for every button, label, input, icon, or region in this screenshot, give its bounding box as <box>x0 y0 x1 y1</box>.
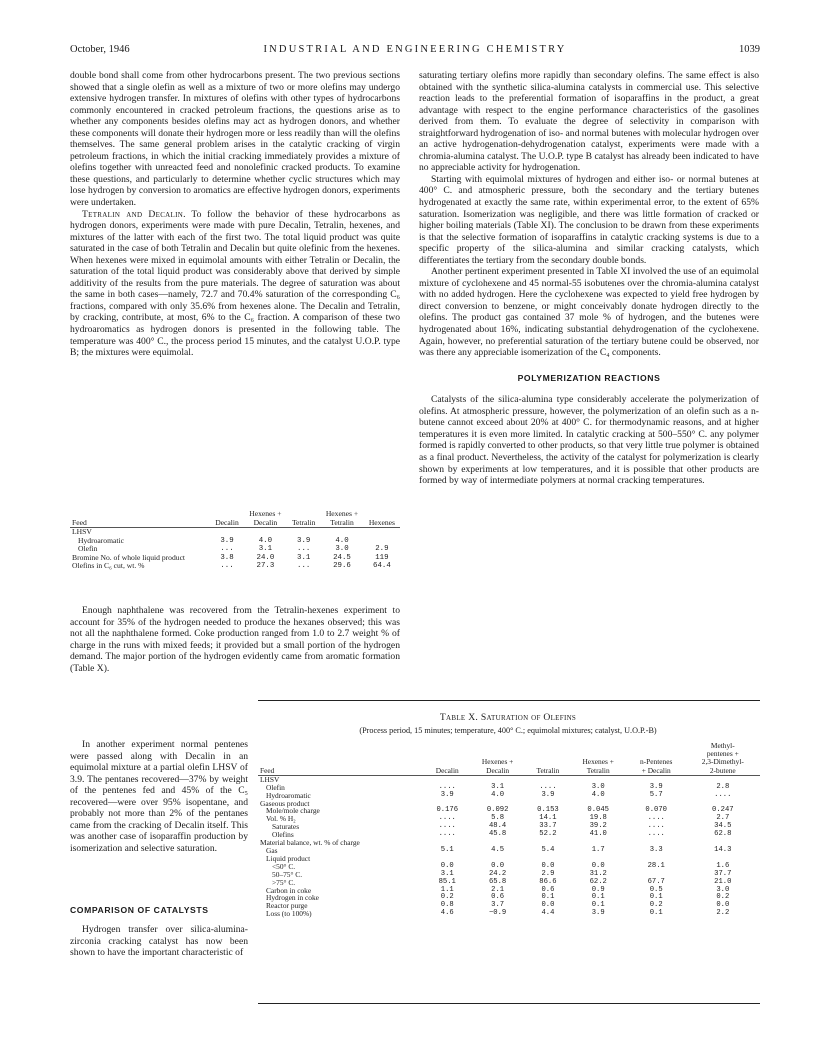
hydrogen-donor-table-cell: 3.0 <box>335 545 349 554</box>
table-x-cell: 4.0 <box>491 790 505 799</box>
right-paragraph-2: Starting with equimolal mixtures of hydrogen and either iso- or normal butenes at 400° C. and atmospheric pressure, both the secondary and the tertiary butenes hydrogenated at exactly the same rate, within experimental error, to the extent of 65% saturation. Isomerization was negligible, and there was little formation of cracked or higher boiling materials (Table XI). The conclusion to be drawn from these experiments is that the selective formation of isoparaffins in catalytic cracking systems is due to a specific property of the silica-alumina and similar cracking catalysts, which differentiates the tertiary from the secondary double bonds. <box>419 173 759 266</box>
table-x-row <box>258 784 760 792</box>
table-x-row-label: Gaseous product <box>260 798 310 808</box>
table-x-cell: 85.1 <box>438 877 456 886</box>
table-x-cell: 0.1 <box>591 893 605 902</box>
table-x-cell: 3.9 <box>541 790 555 799</box>
table-x-cell: 3.1 <box>491 782 505 791</box>
left-paragraph-1: double bond shall come from other hydrocarbons present. The two previous sections showed that a single olefin as well as a mixture of two or more olefins may undergo extensive hydrogen transfer. In mixtures of olefins with other types of hydrocarbons commonly encountered in cracked petroleum fractions, the questions arise as to whether any components besides olefins may act as hydrogen donors, and whether these components will donate their hydrogen more or less readily than will the olefins themselves. The same general problem arises in the catalytic cracking of virgin petroleum fractions, in which the initial cracking immediately provides a mixture of olefins together with unreacted feed and nonolefinic cracked products. To examine these questions, and particularly to determine whether cyclic structures which may lose hydrogen by conversion to aromatics are effective hydrogen donors, experiments were undertaken. <box>70 70 400 209</box>
table-x-header-6: Methyl- pentenes + 2,3-Dimethyl- 2-butene <box>701 741 744 775</box>
comparison-of-catalysts-heading: COMPARISON OF CATALYSTS <box>70 905 209 915</box>
table-x-header-2: Hexenes + Decalin <box>481 757 514 775</box>
comparison-of-catalysts-heading-wrap <box>70 905 248 915</box>
table-x-header-0: Feed <box>260 765 275 775</box>
table-x-cell: .... <box>438 782 456 791</box>
table-x-cell: 0.070 <box>645 806 667 815</box>
hydrogen-donor-table-cell: 24.0 <box>256 553 275 562</box>
table-x-row <box>258 800 760 808</box>
hydrogen-donor-table-cell: 27.3 <box>256 562 275 571</box>
table-x-row-label: <50° C. <box>272 861 296 871</box>
table-x-cell: 52.2 <box>539 830 557 839</box>
table-x-cell: 3.9 <box>649 782 663 791</box>
table-x-cell: 28.1 <box>647 861 665 870</box>
table-x-title <box>258 712 758 723</box>
table-x-cell: 14.3 <box>714 845 732 854</box>
hydrogen-donor-table-row <box>70 537 400 546</box>
hydrogen-donor-table-row-label: Olefin <box>78 544 98 554</box>
hydrogen-donor-table-header-5: Hexenes <box>368 517 395 527</box>
hydrogen-donor-table-header-0: Feed <box>72 517 87 527</box>
table-x-cell: 3.0 <box>591 782 605 791</box>
hydrogen-donor-table-row <box>70 562 400 571</box>
table-x-cell: 21.0 <box>714 877 732 886</box>
table-x-cell: 0.5 <box>649 885 663 894</box>
hydrogen-donor-table-cell <box>364 528 400 537</box>
hydrogen-donor-table-cell <box>287 528 320 537</box>
journal-title: INDUSTRIAL AND ENGINEERING CHEMISTRY <box>263 44 567 55</box>
left-column-lower <box>70 605 400 674</box>
table-x-cell: 0.0 <box>541 901 555 910</box>
table-x-cell: 4.5 <box>491 845 505 854</box>
table-x-row <box>258 871 760 879</box>
table-x-cell: 2.2 <box>716 909 730 918</box>
table-x-cell: 3.1 <box>440 869 454 878</box>
table-x-cell: 39.2 <box>589 822 607 831</box>
table-x-cell: .... <box>438 822 456 831</box>
table-x-row <box>258 879 760 887</box>
table-x-cell: 0.153 <box>537 806 559 815</box>
table-x-cell: 5.7 <box>649 790 663 799</box>
table-x-row-label: Olefins <box>272 830 294 840</box>
table-x-cell: 37.7 <box>714 869 732 878</box>
left-paragraph-2 <box>70 209 400 359</box>
hydrogen-donor-table-header-2: Hexenes + Decalin <box>249 509 282 527</box>
table-x-cell: 1.6 <box>716 861 730 870</box>
table-x-row-label: Hydrogen in coke <box>266 893 319 903</box>
hydrogen-donor-table-header-3: Tetralin <box>291 517 316 527</box>
table-x-row-label: Liquid product <box>266 853 311 863</box>
table-x-cell: 67.7 <box>647 877 665 886</box>
table-x-cell: 0.0 <box>591 861 605 870</box>
hydrogen-donor-table-cell: ... <box>220 562 234 571</box>
table-x-cell: .... <box>647 822 665 831</box>
table-x-row <box>258 839 760 847</box>
table-x-saturation-of-olefins <box>258 742 760 918</box>
table-x-cell: −0.9 <box>488 909 507 918</box>
table-x-cell: .... <box>438 814 456 823</box>
table-x-cell: 5.8 <box>491 814 505 823</box>
hydrogen-donor-table <box>70 510 400 571</box>
hydrogen-donor-table-cell: 64.4 <box>373 562 391 571</box>
table-x-cell: 0.1 <box>591 901 605 910</box>
left-paragraph-5: Hydrogen transfer over silica-alumina-zirconia cracking catalyst has now been shown to have the important characteristic of <box>70 924 248 959</box>
table-x-cell: 48.4 <box>488 822 507 831</box>
table-x-header-4: Hexenes + Tetralin <box>582 757 614 775</box>
table-x-row <box>258 807 760 815</box>
table-x-row <box>258 823 760 831</box>
right-paragraph-4: Catalysts of the silica-alumina type considerably accelerate the polymerization of olefins. At atmospheric pressure, however, the polymerization of an olefin such as a n-butene cannot exceed about 20% at 400° C. for thermodynamic reasons, and at higher temperatures it is even more limited. In catalytic cracking at 500–550° C. any polymer formed is rapidly converted to other products, so that very little true polymer is obtained as a final product. Nevertheless, the activity of the catalyst for polymerization is clearly shown by experiments at low temperatures, and it is possible that other products are formed by way of intermediate polymers at normal cracking temperatures. <box>419 394 759 487</box>
table-x-cell: 86.6 <box>539 877 557 886</box>
table-x-row-label: Hydroaromatic <box>266 790 311 800</box>
hydrogen-donor-table-cell: 4.0 <box>335 536 349 545</box>
hydrogen-donor-table-cell <box>244 528 288 537</box>
table-x-row-label: Loss (to 100%) <box>266 909 312 919</box>
table-x-cell: 2.9 <box>541 869 555 878</box>
table-x-cell: .... <box>539 782 557 791</box>
table-x-row-label: Carbon in coke <box>266 885 312 895</box>
table-x-cell: 3.0 <box>716 885 730 894</box>
table-x-cell: 0.8 <box>440 901 454 910</box>
hydrogen-donor-table-cell: 2.9 <box>375 545 389 554</box>
hydrogen-donor-table-cell: ... <box>297 562 311 571</box>
table-x-cell: 14.1 <box>539 814 557 823</box>
table-x-cell: 3.3 <box>649 845 663 854</box>
table-x-subtitle: (Process period, 15 minutes; temperature, 400° C.; equimolal mixtures; catalyst, U.O.P.-B) <box>359 726 657 735</box>
table-x-cell: 62.8 <box>714 830 732 839</box>
table-x-cell: 62.2 <box>589 877 607 886</box>
running-header <box>70 44 760 58</box>
table-x-row <box>258 863 760 871</box>
hydrogen-donor-table-header-1: Decalin <box>215 517 239 527</box>
table-x-cell: 0.176 <box>436 806 459 815</box>
hydrogen-donor-table-row-label: Bromine No. of whole liquid product <box>72 552 186 562</box>
left-paragraph-4: In another experiment normal pentenes were passed along with Decalin in an equimolal mixture at a partial olefin LHSV of 3.9. The pentanes recovered—37% by weight of the pentenes fed and 45% of the C₅ recovered—were over 95% isopentane, and probably not more than 2% of the pentanes came from the cracking of Decalin itself. This was another case of isoparaffin production by isomerization and selective saturation. <box>70 739 248 854</box>
table-x-cell: 0.0 <box>440 861 454 870</box>
table-x-cell: 65.8 <box>488 877 507 886</box>
table-x-row-label: Saturates <box>272 822 300 832</box>
right-paragraph-3: Another pertinent experiment presented in Table XI involved the use of an equimolal mixture of cyclohexene and 45 normal-55 isobutenes over the chromia-alumina catalyst with no added hydrogen. Here the cyclohexene was expected to yield free hydrogen by direct conversion to benzene, or might conceivably donate hydrogen directly to the olefins. The product gas contained 37 mole % of hydrogen, and the butenes were hydrogenated about 16%, indicating substantial dehydrogenation of the cyclohexene. Again, however, no preferential saturation of the tertiary butene could be observed, nor was there any appreciable isomerization of the C₄ components. <box>419 266 759 359</box>
table-x-top-rule <box>258 700 760 701</box>
table-x-cell: 31.2 <box>589 869 607 878</box>
right-paragraph-1: saturating tertiary olefins more rapidly than secondary olefins. The same effect is also obtained with the synthetic silica-alumina catalysts in commercial use. This selective reaction leads to the preferential formation of isoparaffins in the product, a great advantage with respect to the engine performance characteristics of the gasolines derived from them. To evaluate the degree of selectivity in comparison with straightforward hydrogenation of iso- and normal butenes with molecular hydrogen over an active hydrogenation-dehydrogenation catalyst, experiments were made with a chromia-alumina catalyst. The U.O.P. type B catalyst has already been indicated to have no appreciable activity for hydrogenation. <box>419 70 759 174</box>
table-x-row <box>258 910 760 918</box>
table-x-row <box>258 887 760 895</box>
table-x-row <box>258 902 760 910</box>
table-x-row-label: Reactor purge <box>266 901 308 911</box>
table-x-cell: 0.0 <box>541 861 555 870</box>
table-x-cell: 0.9 <box>591 885 605 894</box>
table-x-row-label: Material balance, wt. % of charge <box>260 838 360 848</box>
table-x-cell: .... <box>647 814 665 823</box>
table-x-cell: 45.8 <box>488 830 507 839</box>
table-x-cell: 5.1 <box>440 845 454 854</box>
table-x-header-5: n-Pentenes + Decalin <box>639 757 673 775</box>
table-x-row <box>258 775 760 783</box>
hydrogen-donor-table-row-label: Olefins in C₆ cut, wt. % <box>72 561 145 571</box>
table-x-cell: 3.9 <box>440 790 454 799</box>
left-paragraph-3: Enough naphthalene was recovered from the Tetralin-hexenes experiment to account for 35% of the hydrogen needed to produce the hexanes observed; this was not all the naphthalene formed. Coke production ranged from 1.0 to 2.7 weight % of charge in the runs with mixed feeds; it provided but a small portion of the hydrogen demand. The major portion of the hydrogen evidently came from aromatic formation (Table X). <box>70 605 400 674</box>
table-x-cell: 4.4 <box>541 909 555 918</box>
hydrogen-donor-table-cell: 4.0 <box>258 536 273 545</box>
table-x-row-label: >75° C. <box>272 877 296 887</box>
left-column <box>70 70 400 359</box>
table-x-cell: 3.7 <box>491 901 505 910</box>
left-narrow-column <box>70 739 248 854</box>
hydrogen-donor-table-header-4: Hexenes + Tetralin <box>325 509 359 527</box>
table-x-cell: 4.0 <box>591 790 605 799</box>
hydrogen-donor-table-cell: 29.6 <box>333 562 351 571</box>
table-x-cell: 2.8 <box>716 782 730 791</box>
tetralin-decalin-heading: Tetralin and Decalin. <box>82 208 186 220</box>
hydrogen-donor-table-row-label: Hydroaromatic <box>78 535 124 545</box>
polymerization-heading: POLYMERIZATION REACTIONS <box>517 372 661 383</box>
table-x-cell: 0.0 <box>491 861 505 870</box>
table-x-cell: 0.045 <box>587 806 609 815</box>
table-x-bottom-rule <box>258 1003 760 1004</box>
table-x-cell: .... <box>714 790 732 799</box>
hydrogen-donor-table-cell: 24.5 <box>333 553 351 562</box>
table-x-cell: 4.6 <box>440 909 454 918</box>
table-x-cell: 5.4 <box>541 845 555 854</box>
hydrogen-donor-table-cell: 3.1 <box>258 545 273 554</box>
table-x-row <box>258 894 760 902</box>
table-x-cell: 3.9 <box>591 909 605 918</box>
hydrogen-donor-table-cell: 119 <box>375 553 389 562</box>
hydrogen-donor-table-cell: ... <box>220 545 234 554</box>
table-x-cell: .... <box>647 830 665 839</box>
hydrogen-donor-table-cell: 3.9 <box>220 536 234 545</box>
table-x-row <box>258 792 760 800</box>
table-x-cell: 41.0 <box>589 830 607 839</box>
hydrogen-donor-table-cell <box>364 537 400 546</box>
table-x-cell: 0.0 <box>716 901 730 910</box>
table-x-cell: 1.1 <box>440 885 454 894</box>
table-x-cell: 0.2 <box>716 893 730 902</box>
hydrogen-donor-table-cell: 3.8 <box>220 553 234 562</box>
table-x-row-label: 50–75° C. <box>272 869 303 879</box>
table-x-cell: 0.6 <box>541 885 555 894</box>
table-x-cell: 0.2 <box>649 901 663 910</box>
table-x-cell: .... <box>438 830 456 839</box>
table-x-cell: 0.092 <box>486 806 509 815</box>
table-x-cell: 0.247 <box>712 806 734 815</box>
hydrogen-donor-table-cell <box>320 528 364 537</box>
table-x-cell: 0.1 <box>541 893 555 902</box>
table-x-row <box>258 815 760 823</box>
table-x-row-label: Mole/mole charge <box>266 806 320 816</box>
table-x-cell: 2.7 <box>716 814 730 823</box>
table-x-title-text: Table X. Saturation of Olefins <box>439 712 577 723</box>
table-x-cell: 34.5 <box>714 822 732 831</box>
table-x-cell: 19.8 <box>589 814 607 823</box>
right-column <box>419 70 759 487</box>
table-x-row-label: LHSV <box>260 774 280 784</box>
table-x-row-label: Olefin <box>266 782 285 792</box>
table-x-cell: 1.7 <box>591 845 605 854</box>
table-x-row <box>258 855 760 863</box>
issue-date: October, 1946 <box>70 44 130 55</box>
hydrogen-donor-table-cell: 3.1 <box>297 553 311 562</box>
table-x-cell: 24.2 <box>488 869 507 878</box>
table-x-cell: 0.1 <box>649 909 663 918</box>
hydrogen-donor-table-row-label: LHSV <box>72 527 92 536</box>
page-number: 1039 <box>739 44 760 55</box>
table-x-row-label: Gas <box>266 845 278 855</box>
left-narrow-column-2 <box>70 924 248 959</box>
table-x-header-3: Tetralin <box>536 765 560 775</box>
table-x-cell: 0.1 <box>649 893 663 902</box>
table-x-cell: 33.7 <box>539 822 557 831</box>
table-x-cell: 2.1 <box>491 885 505 894</box>
hydrogen-donor-table-cell: 3.9 <box>297 536 311 545</box>
table-x-cell: 0.2 <box>440 893 454 902</box>
table-x-row-label: Vol. % H₂ <box>266 814 296 824</box>
hydrogen-donor-table-cell <box>210 528 243 537</box>
hydrogen-donor-table-cell: ... <box>297 545 311 554</box>
table-x-row <box>258 847 760 855</box>
table-x-cell: 0.6 <box>491 893 505 902</box>
table-x-header-1: Decalin <box>435 765 459 775</box>
left-paragraph-2-body: To follow the behavior of these hydrocarbons as hydrogen donors, experiments were made with pure Decalin, Tetralin, hexenes, and mixtures of the latter with each of the first two. The total liquid product was quite saturated in the case of both Tetralin and Decalin but quite olefinic from the hexenes. When hexenes were mixed in equimolal amounts with either Tetralin or Decalin, the saturation of the total liquid product was considerably above that derived by simple additivity of the results from the pure materials. The degree of saturation was about the same in both cases—namely, 72.7 and 70.4% saturation of the corresponding C₆ fractions, compared with only 35.6% from hexenes alone. The Decalin and Tetralin, by cracking, contribute, at most, 6% to the C₆ fraction. A comparison of these two hydroaromatics as hydrogen donors is presented in the following table. The temperature was 400° C., the process period 15 minutes, and the catalyst U.O.P. type B; the mixtures were equimolal. <box>70 208 400 359</box>
